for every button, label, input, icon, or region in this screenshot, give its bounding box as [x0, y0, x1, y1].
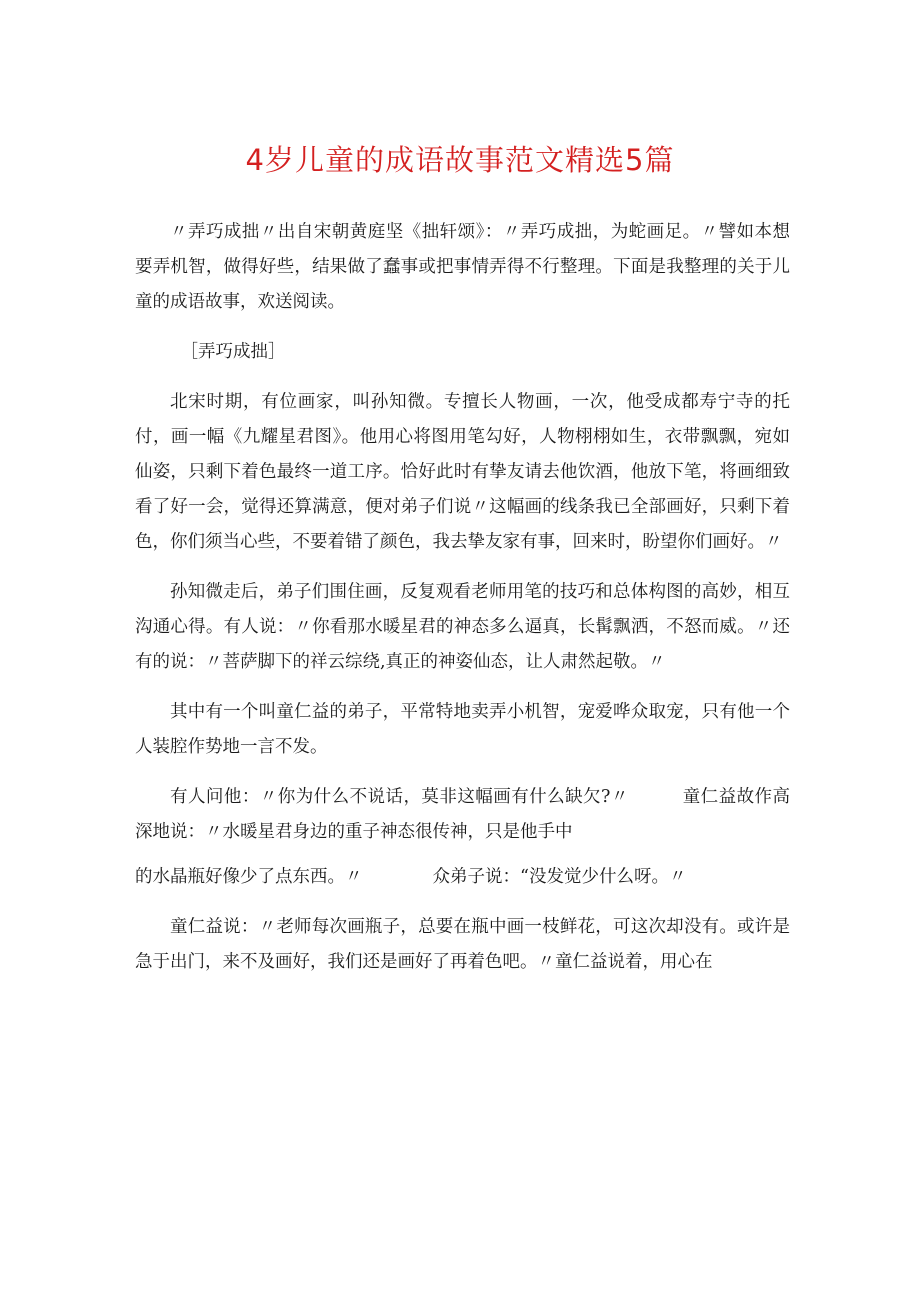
story-paragraph: 有人问他：〃你为什么不说话，莫非这幅画有什么缺欠?〃 童仁益故作高深地说：〃水暖星君身边的重子神态很传神，只是他手中	[135, 787, 790, 842]
story-paragraph: 孙知微走后，弟子们围住画，反复观看老师用笔的技巧和总体构图的高妙，相互沟通心得。有人说：〃你看那水暖星君的神态多么逼真，长髯飘洒，不怒而威。〃还有的说：〃菩萨脚下的祥云综绕,真正的神姿仙态，让人肃然起敬。〃	[135, 582, 790, 672]
story-paragraph: 其中有一个叫童仁益的弟子，平常特地卖弄小机智，宠爱哗众取宠，只有他一个人装腔作势地一言不发。	[135, 702, 790, 757]
document-body	[135, 215, 790, 995]
section-heading: ［弄巧成拙］	[180, 342, 286, 362]
document-title: 4岁儿童的成语故事范文精选5篇	[245, 143, 675, 177]
story-paragraph: 北宋时期，有位画家，叫孙知微。专擅长人物画，一次，他受成都寿宁寺的托付，画一幅《九耀星君图》。他用心将图用笔勾好，人物栩栩如生，衣带飘飘，宛如仙姿，只剩下着色最终一道工序。恰好此时有挚友请去他饮酒，他放下笔，将画细致看了好一会，觉得还算满意，便对弟子们说〃这幅画的线条我已全部画好，只剩下着色，你们须当心些，不要着错了颜色，我去挚友家有事，回来时，盼望你们画好。〃	[135, 392, 790, 552]
story-paragraph-continued: 的水晶瓶好像少了点东西。〃 众弟子说：“没发觉少什么呀。〃	[135, 867, 687, 887]
intro-paragraph: 〃弄巧成拙〃出自宋朝黄庭坚《拙轩颂》：〃弄巧成拙，为蛇画足。〃譬如本想要弄机智，做得好些，结果做了蠢事或把事情弄得不行整理。下面是我整理的关于儿童的成语故事，欢送阅读。	[135, 222, 790, 312]
story-paragraph: 童仁益说：〃老师每次画瓶子，总要在瓶中画一枝鲜花，可这次却没有。或许是急于出门，来不及画好，我们还是画好了再着色吧。〃童仁益说着，用心在	[135, 917, 790, 972]
